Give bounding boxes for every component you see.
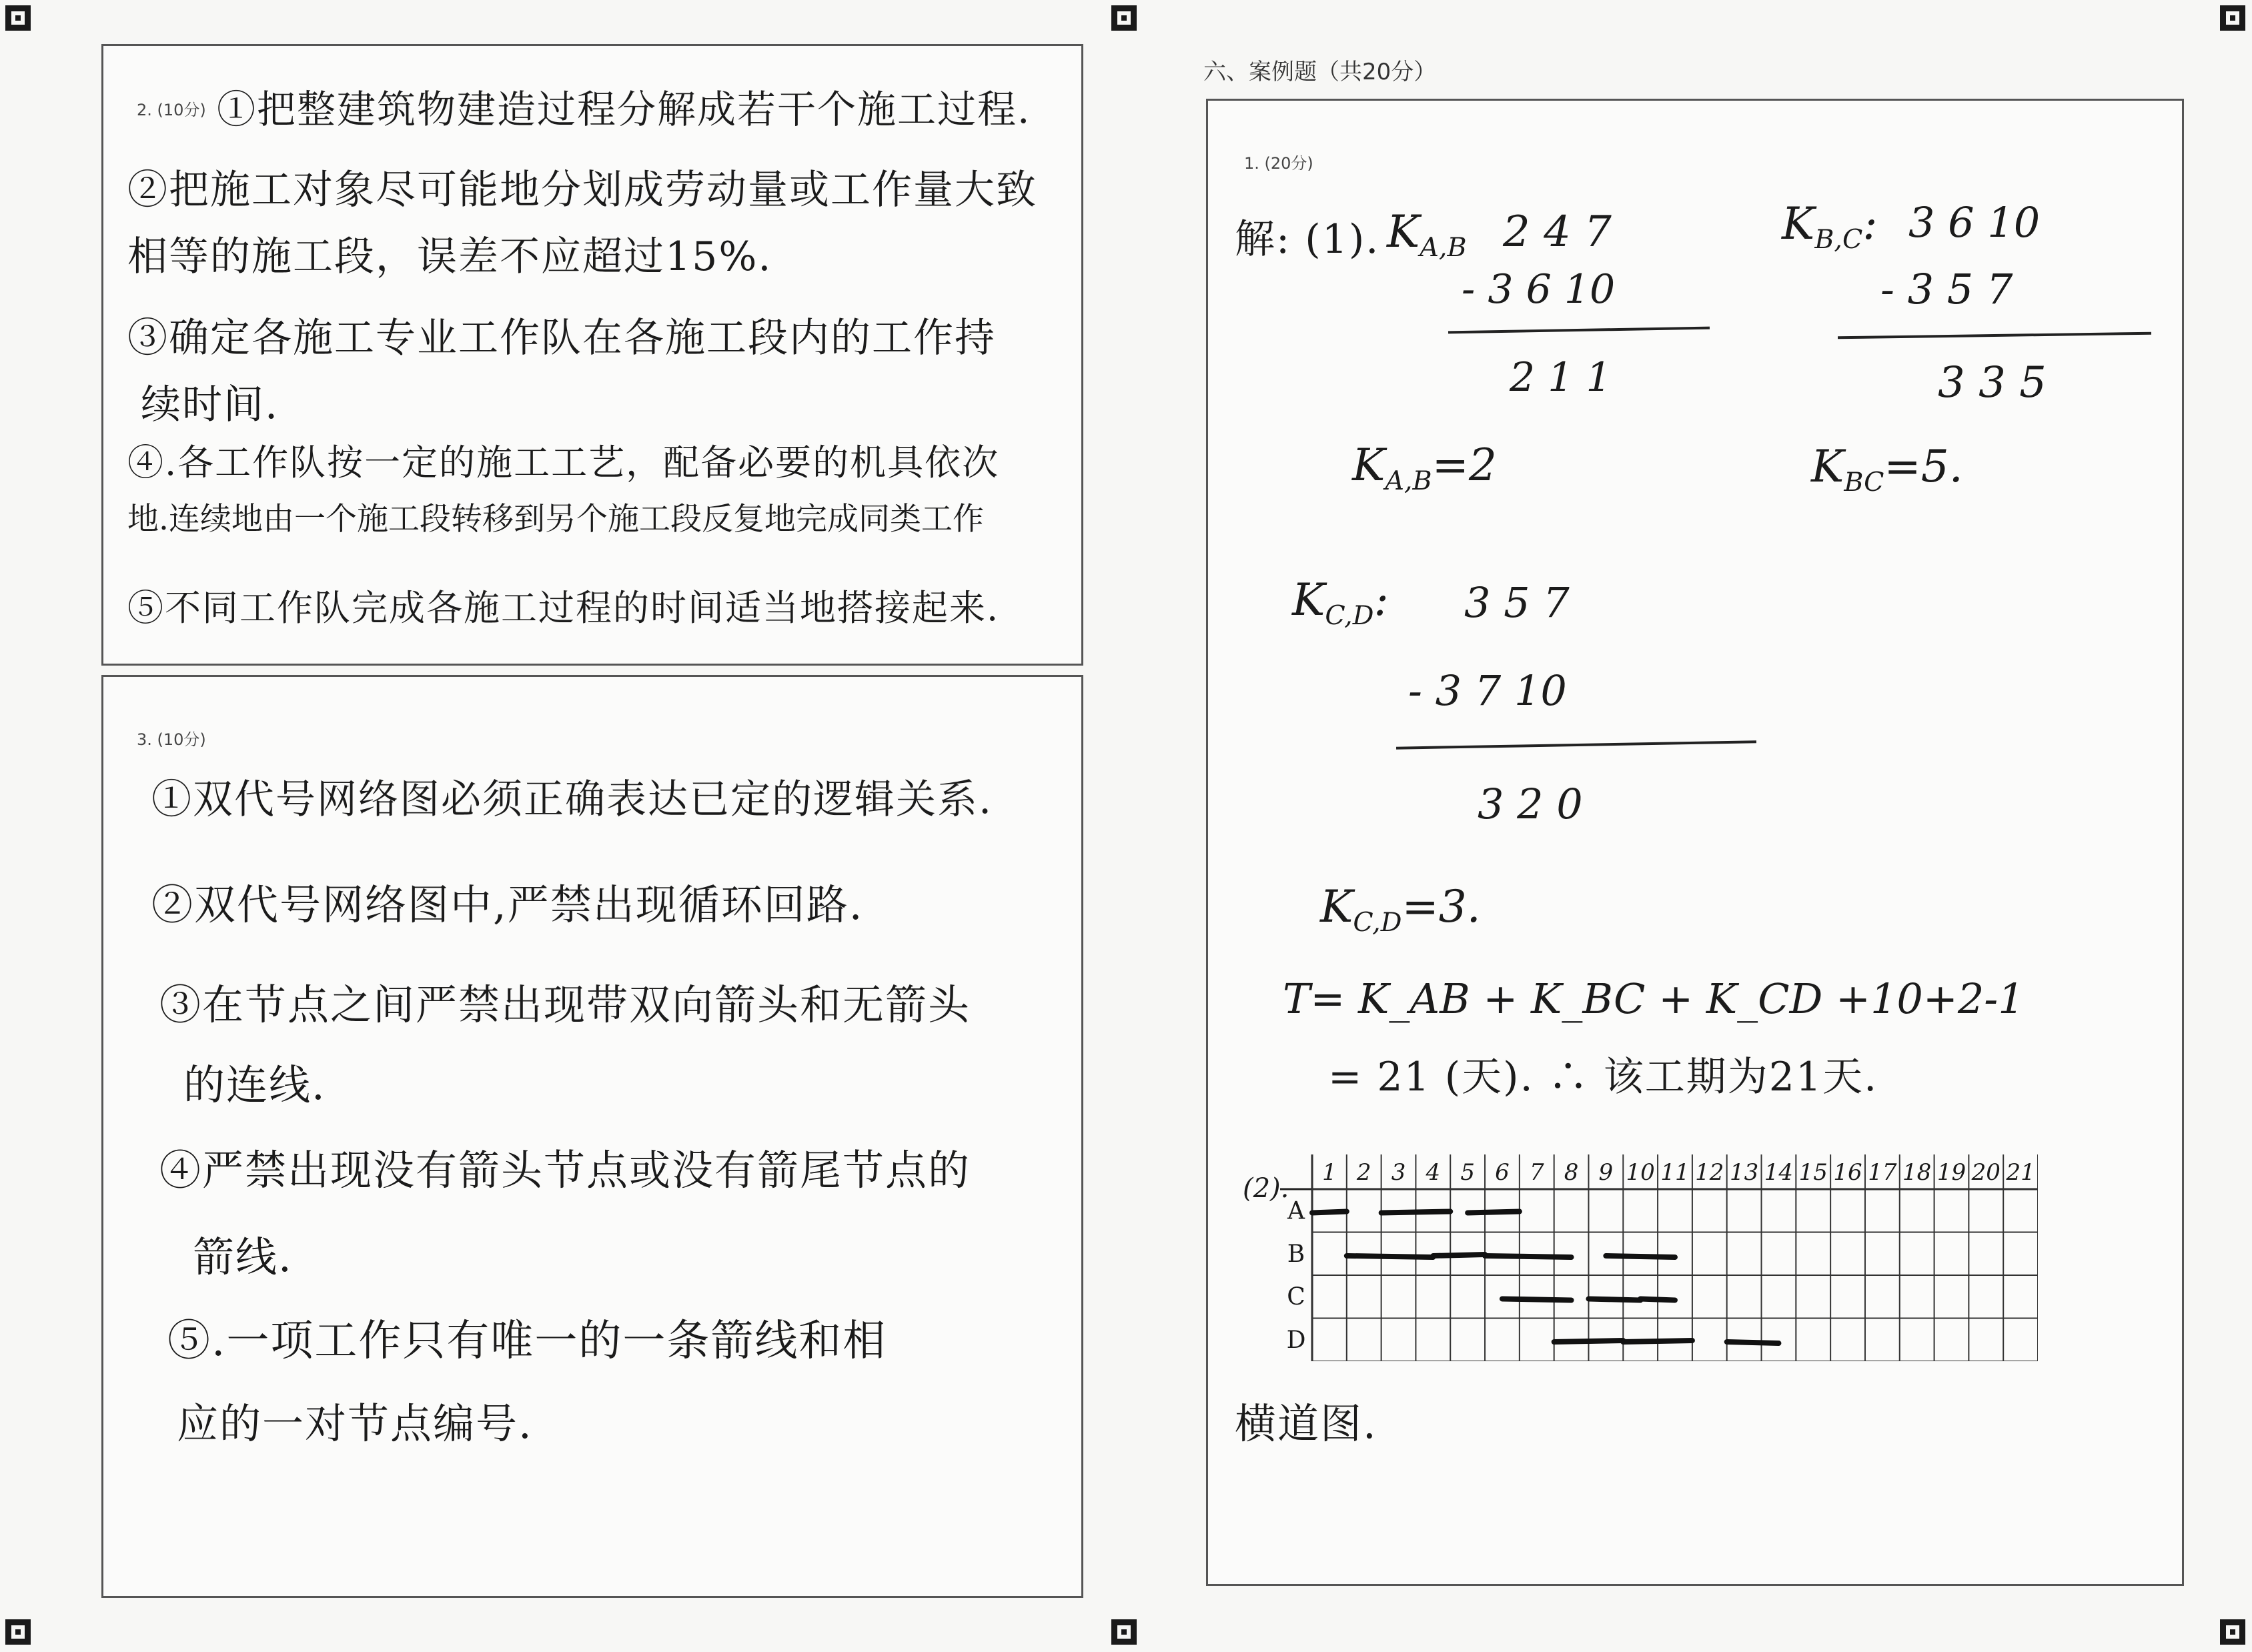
- kab-row1: 2 4 7: [1503, 207, 1612, 257]
- handwritten-line: ②双代号网络图中,严禁出现循环回路.: [151, 880, 864, 929]
- gantt-day-label: 19: [1936, 1159, 1966, 1186]
- handwritten-line: ④严禁出现没有箭头节点或没有箭尾节点的: [159, 1146, 971, 1194]
- handwritten-line: ⑤.一项工作只有唯一的一条箭线和相: [167, 1317, 887, 1366]
- handwritten-line: ③确定各施工专业工作队在各施工段内的工作持: [127, 315, 996, 361]
- answer-box-case-q1: [1206, 99, 2184, 1586]
- gantt-day-label: 18: [1902, 1159, 1932, 1186]
- registration-marker-bottom-center: [1111, 1619, 1137, 1645]
- gantt-bar: [1433, 1255, 1485, 1256]
- gantt-day-label: 11: [1660, 1159, 1690, 1186]
- gantt-row-label: C: [1287, 1283, 1305, 1311]
- handwritten-line: 续时间.: [141, 381, 279, 428]
- handwritten-line: 应的一对节点编号.: [177, 1399, 533, 1448]
- gantt-row-label: B: [1287, 1240, 1305, 1268]
- kab-label: $K_{A,B}$: [1387, 206, 1467, 263]
- gantt-day-label: 21: [2006, 1159, 2035, 1186]
- handwritten-line: 箭线.: [193, 1232, 293, 1281]
- gantt-bar: [1588, 1299, 1640, 1300]
- gantt-day-label: 9: [1598, 1159, 1614, 1186]
- gantt-day-label: 20: [1971, 1159, 2001, 1186]
- gantt-bar: [1606, 1256, 1675, 1257]
- gantt-bar: [1312, 1211, 1347, 1212]
- kcd-subtraction-line: [1396, 740, 1756, 749]
- answer-box-q3: [101, 675, 1083, 1598]
- handwritten-line: ②把施工对象尽可能地分划成劳动量或工作量大致: [127, 167, 1037, 213]
- gantt-bar: [1727, 1342, 1779, 1343]
- total-result: = 21 (天). ∴ 该工期为21天.: [1328, 1054, 1878, 1100]
- handwritten-line: 的连线.: [183, 1060, 326, 1109]
- gantt-bar: [1640, 1299, 1675, 1300]
- handwritten-line: ①双代号网络图必须正确表达已定的逻辑关系.: [151, 776, 993, 823]
- gantt-day-label: 8: [1564, 1159, 1579, 1186]
- kbc-final: $K_{BC}=5$.: [1811, 441, 1963, 498]
- handwritten-line: ③在节点之间严禁出现带双向箭头和无箭头: [159, 980, 971, 1029]
- kab-final: $K_{A,B}=2$: [1352, 440, 1497, 497]
- total-equation: T= K_AB + K_BC + K_CD +10+2-1: [1283, 974, 2025, 1023]
- handwritten-line: 相等的施工段，误差不应超过15%.: [127, 233, 772, 280]
- gantt-day-label: 12: [1695, 1159, 1724, 1186]
- kcd-final: $K_{C,D}=3$.: [1320, 881, 1481, 938]
- kbc-row2: - 3 5 7: [1880, 265, 2013, 313]
- registration-marker-bottom-right: [2220, 1619, 2245, 1645]
- registration-marker-top-left: [5, 5, 31, 31]
- gantt-day-label: 10: [1626, 1159, 1655, 1186]
- gantt-bar: [1381, 1211, 1451, 1212]
- kcd-label: $K_{C,D}$:: [1292, 574, 1389, 632]
- gantt-day-label: 7: [1529, 1159, 1544, 1186]
- question-label: 2. (10分): [137, 101, 206, 119]
- kcd-row2: - 3 7 10: [1408, 666, 1567, 715]
- handwritten-line: ①把整建筑物建造过程分解成若干个施工过程.: [217, 87, 1031, 132]
- section-title: 六、案例题（共20分）: [1203, 59, 1437, 85]
- gantt-row-label: D: [1286, 1326, 1306, 1354]
- gantt-bar: [1347, 1256, 1434, 1257]
- gantt-bar: [1554, 1341, 1624, 1342]
- kab-subtraction-line: [1448, 327, 1710, 334]
- handwritten-line: ④.各工作队按一定的施工工艺，配备必要的机具依次: [127, 442, 1000, 484]
- handwritten-line: ⑤不同工作队完成各施工过程的时间适当地搭接起来.: [127, 587, 1000, 629]
- kab-row2: - 3 6 10: [1462, 266, 1616, 313]
- gantt-day-label: 6: [1495, 1159, 1510, 1186]
- gantt-bar: [1485, 1256, 1572, 1257]
- solve-prefix: 解: (1).: [1235, 216, 1380, 263]
- gantt-bar: [1502, 1299, 1572, 1300]
- registration-marker-bottom-left: [5, 1619, 31, 1645]
- handwritten-line: 地.连续地由一个施工段转移到另个施工段反复地完成同类工作: [127, 501, 984, 538]
- gantt-day-label: 1: [1322, 1159, 1337, 1186]
- gantt-day-label: 15: [1798, 1159, 1828, 1186]
- gantt-caption: 横道图.: [1235, 1399, 1377, 1448]
- kbc-row1: 3 6 10: [1908, 198, 2041, 247]
- gantt-day-label: 5: [1460, 1159, 1475, 1186]
- gantt-chart: [1280, 1154, 2038, 1361]
- gantt-day-label: 2: [1356, 1159, 1371, 1186]
- question-label: 1. (20分): [1244, 154, 1313, 173]
- question-label: 3. (10分): [137, 730, 206, 749]
- gantt-day-label: 13: [1729, 1159, 1759, 1186]
- kbc-label: $K_{B,C}$:: [1782, 198, 1878, 255]
- kcd-result: 3 2 0: [1478, 780, 1583, 828]
- gantt-row-label: A: [1287, 1197, 1305, 1225]
- gantt-day-label: 17: [1868, 1159, 1897, 1186]
- kbc-result: 3 3 5: [1938, 358, 2047, 407]
- gantt-prefix: (2).: [1243, 1173, 1289, 1204]
- registration-marker-top-center: [1111, 5, 1137, 31]
- gantt-day-label: 4: [1426, 1159, 1441, 1186]
- gantt-day-label: 16: [1833, 1159, 1862, 1186]
- gantt-day-label: 14: [1764, 1159, 1794, 1186]
- kcd-row1: 3 5 7: [1464, 578, 1570, 627]
- gantt-day-label: 3: [1391, 1159, 1406, 1186]
- gantt-bar: [1468, 1211, 1520, 1212]
- registration-marker-top-right: [2220, 5, 2245, 31]
- gantt-bar: [1623, 1341, 1692, 1342]
- kbc-subtraction-line: [1838, 332, 2151, 339]
- kab-result: 2 1 1: [1510, 354, 1612, 401]
- answer-box-q2: [101, 44, 1083, 666]
